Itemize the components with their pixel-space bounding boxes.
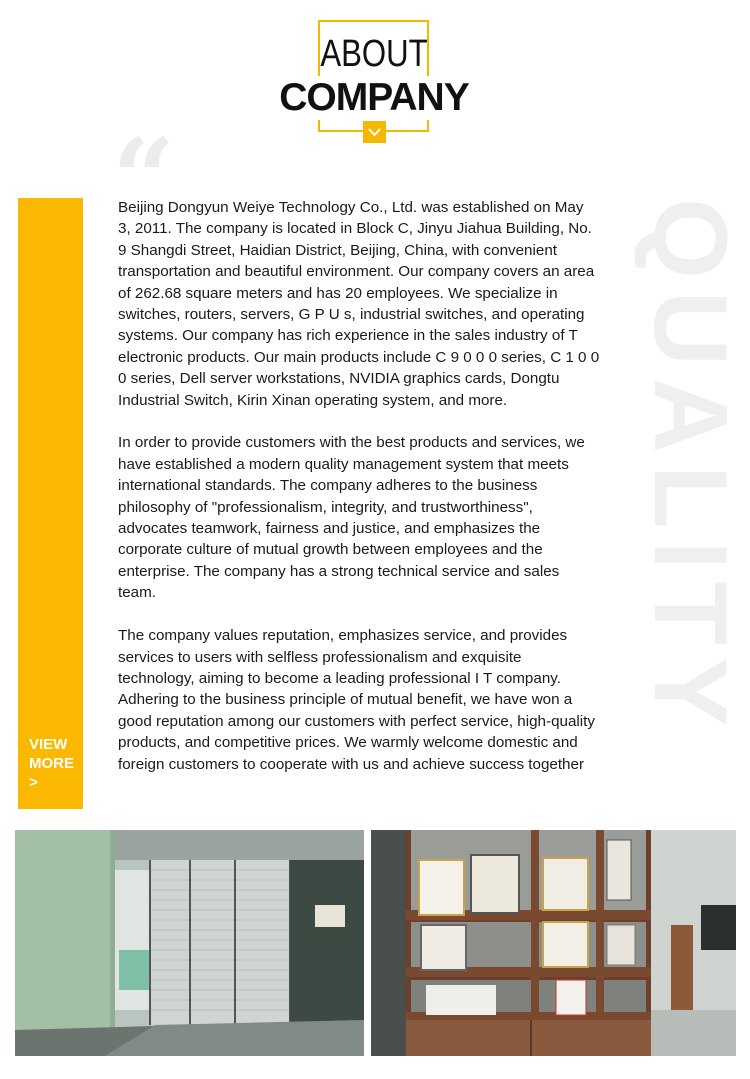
paragraph-1: Beijing Dongyun Weiye Technology Co., Ltd. was established on May 3, 2011. The company is located in Block C, Jinyu Jiahua Building, No. 9 Shangdi Street, Haidian District, Beijing, China, with convenient transportation and beautiful environment. Our company covers an area of 262.68 square meters and has 20 employees. We specialize in switches, routers, servers, G P U s, industrial switches, and operating systems. Our company has rich experience in the sales industry of T electronic products. Our main products include C 9 0 0 0 series, C 1 0 0 0 series, Dell server workstations, NVIDIA graphics cards, Dongtu Industrial Switch, Kirin Xinan operating system, and more. bbox=[118, 199, 600, 409]
office-photo-corridor bbox=[15, 830, 364, 1056]
view-more-line2: MORE bbox=[29, 755, 74, 772]
accent-side-bar bbox=[18, 198, 83, 809]
view-more-line1: VIEW bbox=[29, 736, 68, 753]
view-more-link[interactable] bbox=[29, 735, 89, 792]
paragraph-3: The company values reputation, emphasizes service, and provides services to users with selfless professionalism and exquisite technology, aiming to become a leading professional I T company. Adhering to the business principle of mutual benefit, we have won a good reputation among our customers with perfect service, high-quality products, and competitive prices. We warmly welcome domestic and foreign customers to cooperate with us and achieve success together bbox=[118, 627, 595, 773]
title-company: COMPANY bbox=[272, 76, 476, 120]
quality-watermark bbox=[610, 190, 750, 810]
view-more-arrow: > bbox=[29, 774, 38, 791]
paragraph-2: In order to provide customers with the best products and services, we have established a modern quality management system that meets international standards. The company adheres to the business philosophy of "professionalism, integrity, and trustworthiness", advocates teamwork, fairness and justice, and emphasizes the corporate culture of mutual growth between employees and the enterprise. The company has a strong technical service and sales team. bbox=[118, 434, 585, 602]
company-description bbox=[118, 197, 600, 796]
watermark-text: QUALITY bbox=[632, 198, 748, 739]
quote-mark-decor: “ bbox=[112, 114, 162, 243]
office-photo-certificates bbox=[371, 830, 736, 1056]
title-about: ABOUT bbox=[320, 33, 428, 75]
chevron-down-icon bbox=[363, 121, 386, 143]
